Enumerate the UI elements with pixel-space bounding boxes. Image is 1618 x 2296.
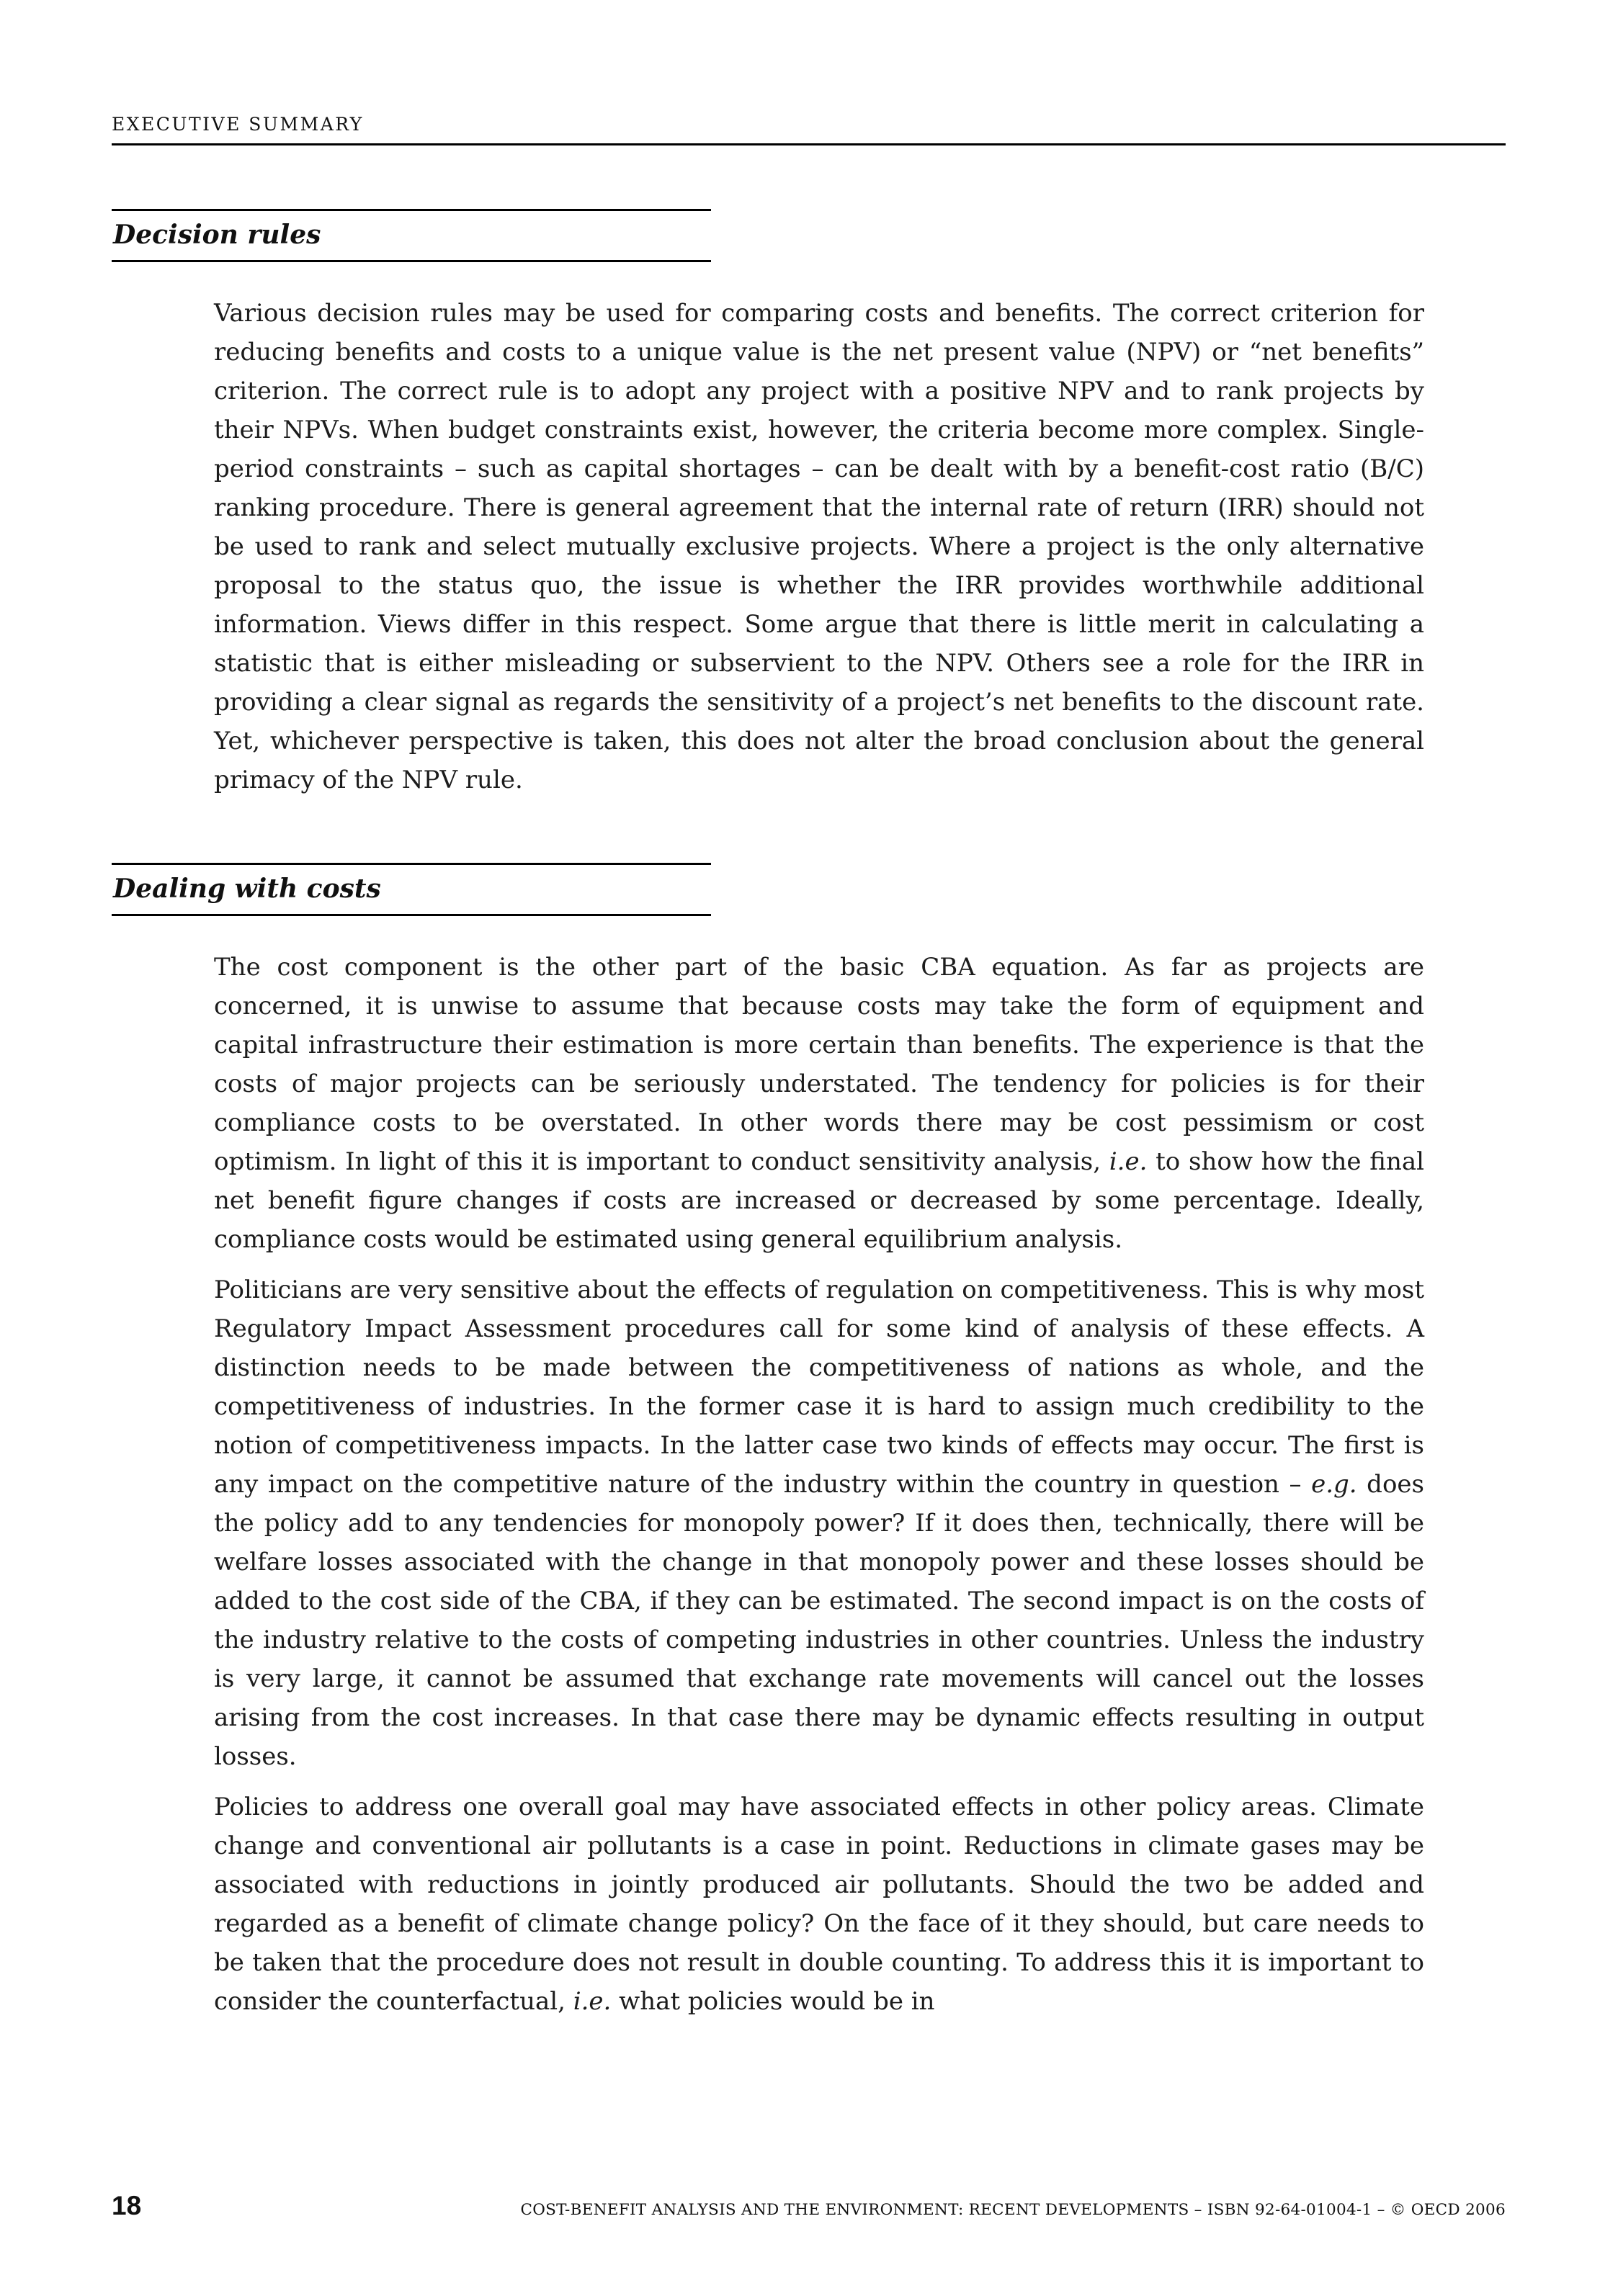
- running-header: EXECUTIVE SUMMARY: [112, 114, 364, 135]
- header-rule: [112, 143, 1506, 145]
- section-heading-decision-rules: Decision rules: [112, 209, 711, 262]
- text-run: Policies to address one overall goal may have associated effects in other policy areas. Climate change and conventional air pollutants is a case in point. Reductions in climate gases may be associated with reductions in jointly produced air pollutants. Should the two be added and regarded as a benefit of climate change policy? On the face of it they should, but care needs to be taken that the procedure does not result in double counting. To address this it is important to consider the counterfactual,: [214, 1793, 1424, 2016]
- paragraph: [214, 948, 1424, 1259]
- page-number: 18: [112, 2191, 142, 2220]
- section-body-dealing-with-costs: [214, 948, 1424, 2021]
- section-decision-rules: [112, 209, 1506, 799]
- section-heading-dealing-with-costs: Dealing with costs: [112, 863, 711, 916]
- text-run: Various decision rules may be used for comparing costs and benefits. The correct criterion for reducing benefits and costs to a unique value is the net present value (NPV) or “net benefits” criterion. The correct rule is to adopt any project with a positive NPV and to rank projects by their NPVs. When budget constraints exist, however, the criteria become more complex. Single-period constraints – such as capital shortages – can be dealt with by a benefit-cost ratio (B/C) ranking procedure. There is general agreement that the internal rate of return (IRR) should not be used to rank and select mutually exclusive projects. Where a project is the only alternative proposal to the status quo, the issue is whether the IRR provides worthwhile additional information. Views differ in this respect. Some argue that there is little merit in calculating a statistic that is either misleading or subservient to the NPV. Others see a role for the IRR in providing a clear signal as regards the sensitivity of a project’s net benefits to the discount rate. Yet, whichever perspective is taken, this does not alter the broad conclusion about the general primacy of the NPV rule.: [214, 299, 1424, 794]
- italic-text: e.g.: [1311, 1470, 1357, 1499]
- italic-text: i.e.: [573, 1987, 612, 2016]
- text-run: does the policy add to any tendencies for monopoly power? If it does then, technically, there will be welfare losses associated with the change in that monopoly power and these losses should be added to the cost side of the CBA, if they can be estimated. The second impact is on the costs of the industry relative to the costs of competing industries in other countries. Unless the industry is very large, it cannot be assumed that exchange rate movements will cancel out the losses arising from the cost increases. In that case there may be dynamic effects resulting in output losses.: [214, 1470, 1424, 1771]
- text-run: what policies would be in: [611, 1987, 935, 2016]
- section-dealing-with-costs: [112, 863, 1506, 2021]
- text-run: to show how the final net benefit figure changes if costs are increased or decreased by some percentage. Ideally, compliance costs would be estimated using general equilibrium analysis.: [214, 1147, 1424, 1254]
- section-body-decision-rules: [214, 294, 1424, 799]
- text-run: Politicians are very sensitive about the effects of regulation on competitiveness. This is why most Regulatory Impact Assessment procedures call for some kind of analysis of these effects. A distinction needs to be made between the competitiveness of nations as whole, and the competitiveness of industries. In the former case it is hard to assign much credibility to the notion of competitiveness impacts. In the latter case two kinds of effects may occur. The first is any impact on the competitive nature of the industry within the country in question –: [214, 1275, 1424, 1499]
- italic-text: i.e.: [1109, 1147, 1148, 1176]
- footer-citation: COST-BENEFIT ANALYSIS AND THE ENVIRONMENT: RECENT DEVELOPMENTS – ISBN 92-64-01004-1 – © OECD 2006: [520, 2201, 1506, 2219]
- text-run: The cost component is the other part of the basic CBA equation. As far as projects are concerned, it is unwise to assume that because costs may take the form of equipment and capital infrastructure their estimation is more certain than benefits. The experience is that the costs of major projects can be seriously understated. The tendency for policies is for their compliance costs to be overstated. In other words there may be cost pessimism or cost optimism. In light of this it is important to conduct sensitivity analysis,: [214, 953, 1424, 1176]
- paragraph: [214, 1788, 1424, 2021]
- paragraph: [214, 1270, 1424, 1776]
- paragraph: [214, 294, 1424, 799]
- page-footer: [112, 2191, 1506, 2221]
- page-header: [112, 114, 1506, 145]
